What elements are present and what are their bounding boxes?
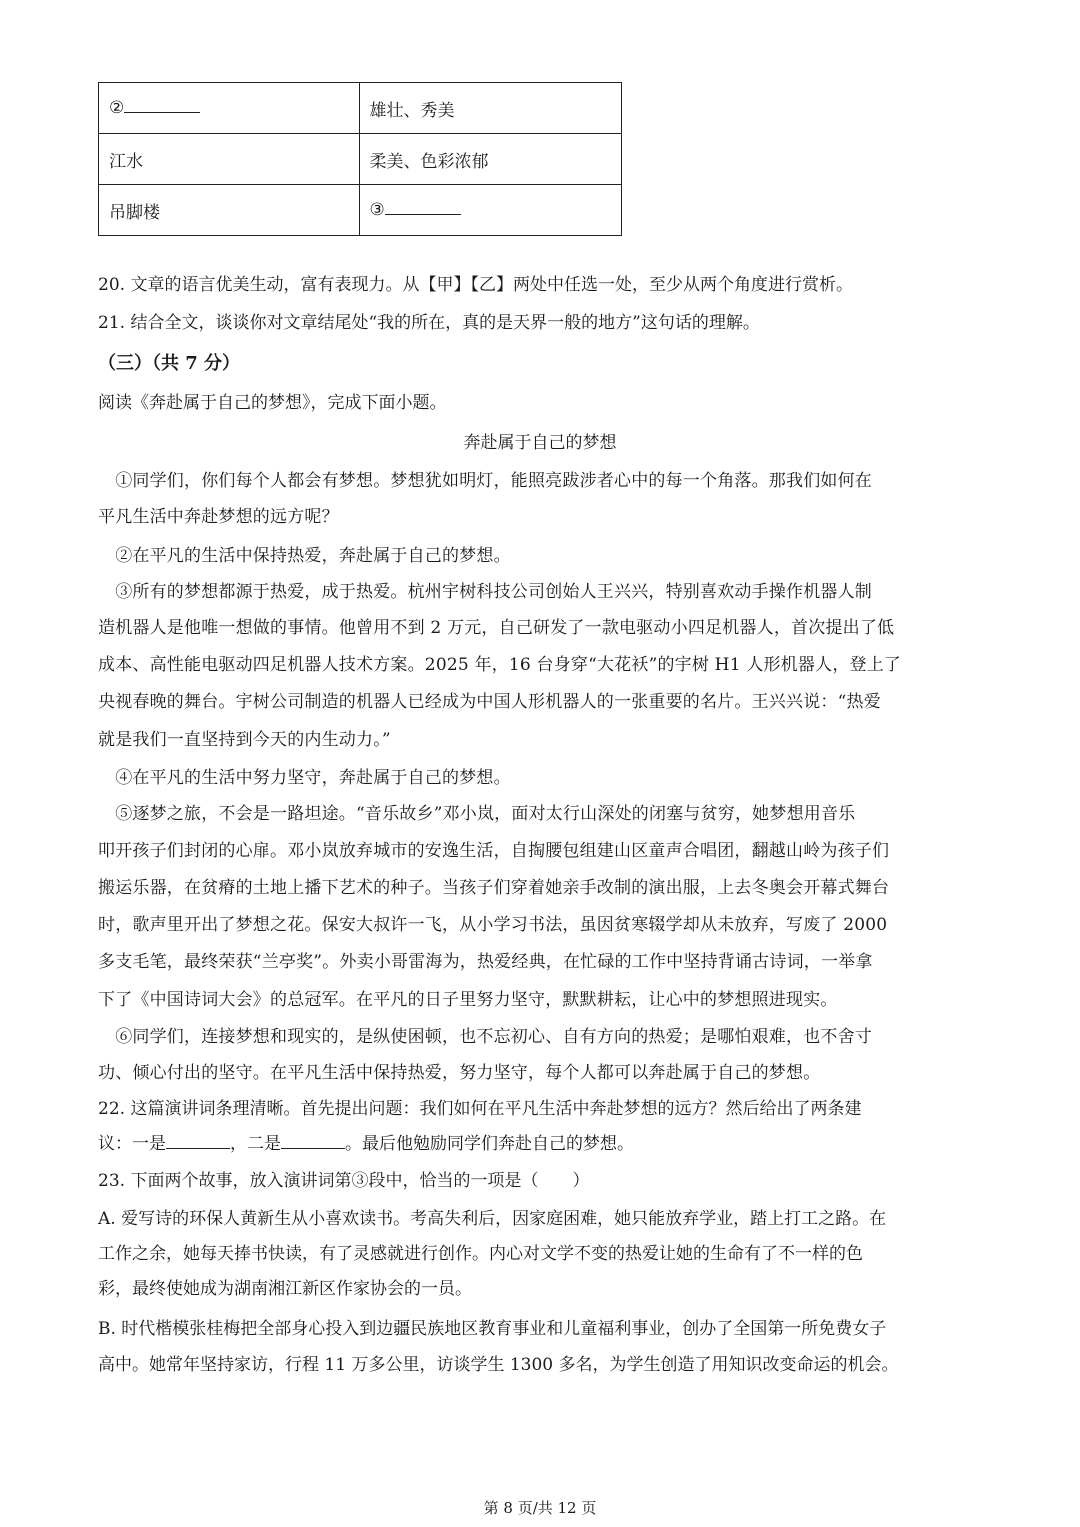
article-line: 造机器人是他唯一想做的事情。他曾用不到 2 万元，自己研发了一款电驱动小四足机器人，首次提出了低 (98, 618, 895, 638)
page-footer: 第 8 页/共 12 页 (483, 1499, 597, 1517)
reading-instruction: 阅读《奔赴属于自己的梦想》，完成下面小题。 (98, 393, 447, 413)
item-number: ③ (369, 200, 385, 220)
article-line: 下了《中国诗词大会》的总冠军。在平凡的日子里努力坚守，默默耕耘，让心中的梦想照进现实。 (98, 990, 838, 1010)
question-23-stem: 23. 下面两个故事，放入演讲词第③段中，恰当的一项是（ ） (98, 1171, 590, 1191)
fill-in-table (98, 82, 622, 236)
item-number: ② (109, 98, 125, 118)
table-row (99, 134, 622, 185)
table-row (99, 185, 622, 236)
q22-text-b: ，二是 (230, 1134, 281, 1154)
article-line: 就是我们一直坚持到今天的内生动力。” (98, 730, 391, 750)
article-line: ⑤逐梦之旅，不会是一路坦途。“音乐故乡”邓小岚，面对太行山深处的闭塞与贫穷，她梦想用音乐 (98, 804, 856, 824)
table-cell: 江水 (99, 134, 360, 185)
question-22-line1: 22. 这篇演讲词条理清晰。首先提出问题：我们如何在平凡生活中奔赴梦想的远方？然后给出了两条建 (98, 1099, 862, 1119)
article-line: 平凡生活中奔赴梦想的远方呢？ (98, 507, 339, 527)
table-cell: 雄壮、秀美 (359, 83, 622, 134)
option-a-line: A. 爱写诗的环保人黄新生从小喜欢读书。考高失利后，因家庭困难，她只能放弃学业，踏上打工之路。在 (98, 1209, 887, 1229)
section-heading: （三）（共 7 分） (98, 353, 241, 374)
option-a-line: 彩，最终使她成为湖南湘江新区作家协会的一员。 (98, 1279, 472, 1299)
question-21: 21. 结合全文，谈谈你对文章结尾处“我的所在，真的是天界一般的地方”这句话的理解。 (98, 313, 760, 333)
answer-blank[interactable] (385, 200, 461, 215)
article-line: 央视春晚的舞台。宇树公司制造的机器人已经成为中国人形机器人的一张重要的名片。王兴兴说：“热爱 (98, 692, 881, 712)
article-line: 时，歌声里开出了梦想之花。保安大叔许一飞，从小学习书法，虽因贫寒辍学却从未放弃，写废了 2000 (98, 915, 888, 935)
table-cell: 柔美、色彩浓郁 (359, 134, 622, 185)
article-line: 成本、高性能电驱动四足机器人技术方案。2025 年，16 台身穿“大花袄”的宇树 H1 人形机器人，登上了 (98, 655, 902, 675)
question-22-line2 (98, 1133, 982, 1155)
answer-blank[interactable] (124, 98, 200, 113)
q22-text-a: 议：一是 (98, 1134, 166, 1154)
question-20: 20. 文章的语言优美生动，富有表现力。从【甲】【乙】两处中任选一处，至少从两个角度进行赏析。 (98, 275, 853, 295)
article-line: 功、倾心付出的坚守。在平凡生活中保持热爱，努力坚守，每个人都可以奔赴属于自己的梦想。 (98, 1063, 821, 1083)
article-title: 奔赴属于自己的梦想 (463, 433, 617, 453)
article-line: 叩开孩子们封闭的心扉。邓小岚放弃城市的安逸生活，自掏腰包组建山区童声合唱团，翻越山岭为孩子们 (98, 841, 890, 861)
article-line: ④在平凡的生活中努力坚守，奔赴属于自己的梦想。 (98, 768, 511, 788)
option-b-line: B. 时代楷模张桂梅把全部身心投入到边疆民族地区教育事业和儿童福利事业，创办了全国第一所免费女子 (98, 1319, 887, 1339)
table-cell (99, 83, 360, 134)
article-line: 搬运乐器，在贫瘠的土地上播下艺术的种子。当孩子们穿着她亲手改制的演出服，上去冬奥会开幕式舞台 (98, 878, 890, 898)
table-cell: 吊脚楼 (99, 185, 360, 236)
table-cell (359, 185, 622, 236)
article-line: ③所有的梦想都源于热爱，成于热爱。杭州宇树科技公司创始人王兴兴，特别喜欢动手操作机器人制 (98, 582, 872, 602)
answer-blank[interactable] (166, 1134, 230, 1149)
article-line: ②在平凡的生活中保持热爱，奔赴属于自己的梦想。 (98, 546, 511, 566)
article-line: ①同学们，你们每个人都会有梦想。梦想犹如明灯，能照亮跋涉者心中的每一个角落。那我们如何在 (98, 471, 872, 491)
option-a-line: 工作之余，她每天捧书快读，有了灵感就进行创作。内心对文学不变的热爱让她的生命有了不一样的色 (98, 1244, 863, 1264)
q22-text-c: 。最后他勉励同学们奔赴自己的梦想。 (345, 1134, 634, 1154)
option-b-line: 高中。她常年坚持家访，行程 11 万多公里，访谈学生 1300 多名，为学生创造了用知识改变命运的机会。 (98, 1355, 899, 1375)
article-line: 多支毛笔，最终荣获“兰亭奖”。外卖小哥雷海为，热爱经典，在忙碌的工作中坚持背诵古诗词，一举拿 (98, 952, 873, 972)
table-row (99, 83, 622, 134)
article-line: ⑥同学们，连接梦想和现实的，是纵使困顿，也不忘初心、自有方向的热爱；是哪怕艰难，也不舍寸 (98, 1027, 872, 1047)
answer-blank[interactable] (281, 1134, 345, 1149)
